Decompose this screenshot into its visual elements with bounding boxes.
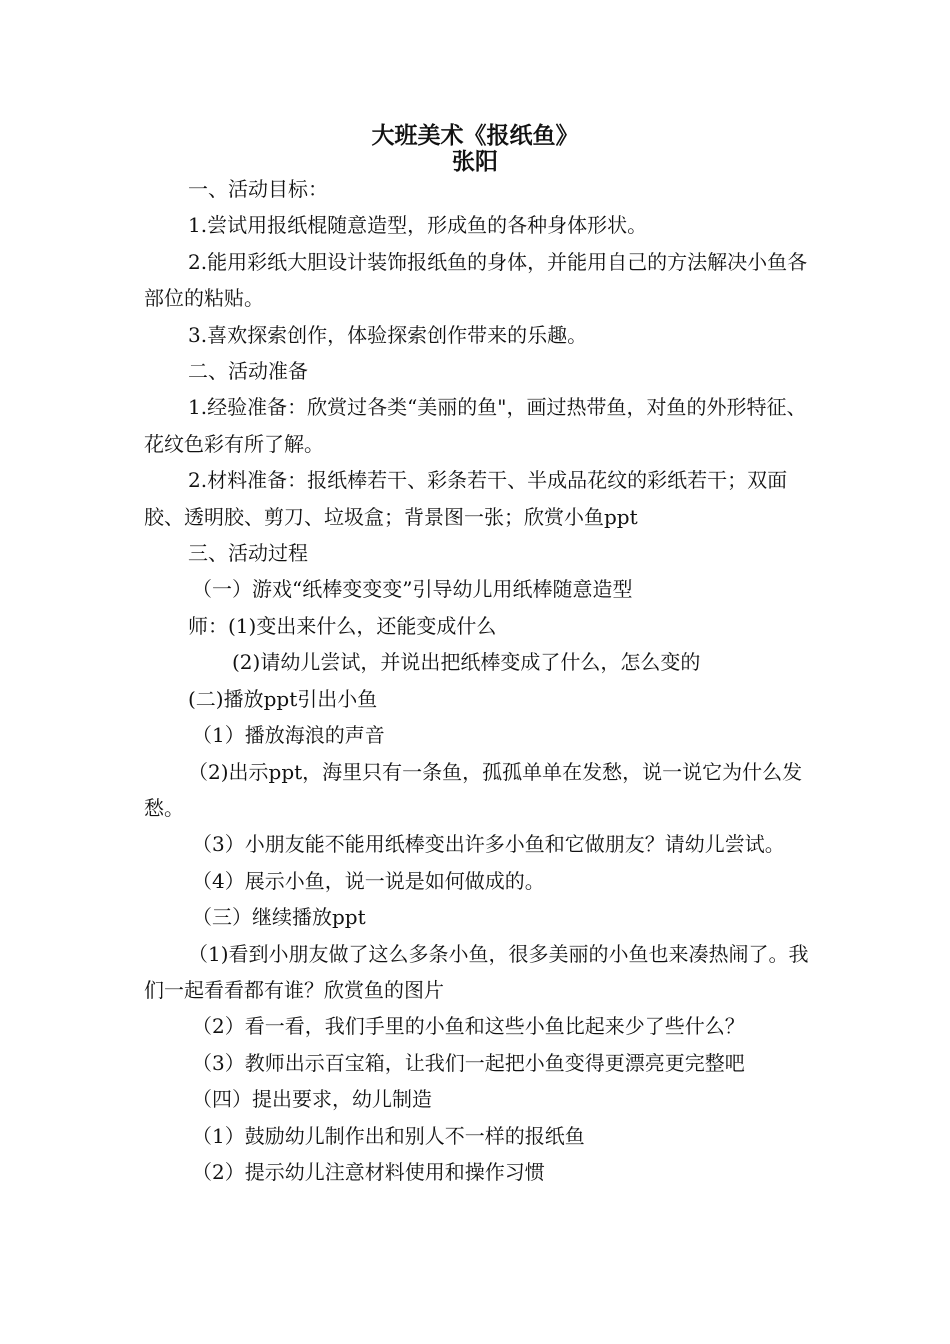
paragraph: 3.喜欢探索创作，体验探索创作带来的乐趣。 <box>188 322 588 347</box>
paragraph: (2)请幼儿尝试，并说出把纸棒变成了什么，怎么变的 <box>232 650 701 675</box>
paragraph: （一）游戏“纸棒变变变”引导幼儿用纸棒随意造型 <box>192 577 633 602</box>
paragraph: 2.材料准备：报纸棒若干、彩条若干、半成品花纹的彩纸若干；双面胶、透明胶、剪刀、垃圾盒；背景图一张；欣赏小鱼ppt <box>144 468 788 529</box>
paragraph: 2.能用彩纸大胆设计装饰报纸鱼的身体，并能用自己的方法解决小鱼各部位的粘贴。 <box>144 249 808 311</box>
paragraph: (二)播放ppt引出小鱼 <box>188 686 378 711</box>
paragraph: （2）提示幼儿注意材料使用和操作习惯 <box>192 1159 545 1184</box>
section-heading-process: 三、活动过程 <box>188 541 308 566</box>
paragraph: （三）继续播放ppt <box>192 905 366 930</box>
paragraph: （4）展示小鱼，说一说是如何做成的。 <box>192 868 545 893</box>
document-title: 大班美术《报纸鱼》 <box>371 123 579 149</box>
paragraph: （四）提出要求，幼儿制造 <box>192 1087 432 1112</box>
paragraph: （1)看到小朋友做了这么多条小鱼，很多美丽的小鱼也来凑热闹了。我们一起看看都有谁？欣赏鱼的图片 <box>144 941 809 1002</box>
paragraph: （3）教师出示百宝箱，让我们一起把小鱼变得更漂亮更完整吧 <box>192 1050 745 1075</box>
paragraph: （3）小朋友能不能用纸棒变出许多小鱼和它做朋友？请幼儿尝试。 <box>192 832 785 857</box>
document-author: 张阳 <box>452 149 498 175</box>
paragraph: 1.尝试用报纸棍随意造型，形成鱼的各种身体形状。 <box>188 213 648 238</box>
section-heading-preparation: 二、活动准备 <box>188 359 308 384</box>
paragraph: （2）看一看，我们手里的小鱼和这些小鱼比起来少了些什么？ <box>192 1014 745 1039</box>
paragraph: 1.经验准备：欣赏过各类“美丽的鱼"，画过热带鱼，对鱼的外形特征、花纹色彩有所了解。 <box>144 395 807 456</box>
paragraph: 师：(1)变出来什么，还能变成什么 <box>188 613 497 638</box>
paragraph: （1）播放海浪的声音 <box>192 723 385 748</box>
section-heading-goals: 一、活动目标： <box>188 177 328 201</box>
paragraph: （2)出示ppt，海里只有一条鱼，孤孤单单在发愁，说一说它为什么发愁。 <box>144 759 803 820</box>
paragraph: （1）鼓励幼儿制作出和别人不一样的报纸鱼 <box>192 1123 585 1148</box>
document-body <box>144 171 810 1190</box>
